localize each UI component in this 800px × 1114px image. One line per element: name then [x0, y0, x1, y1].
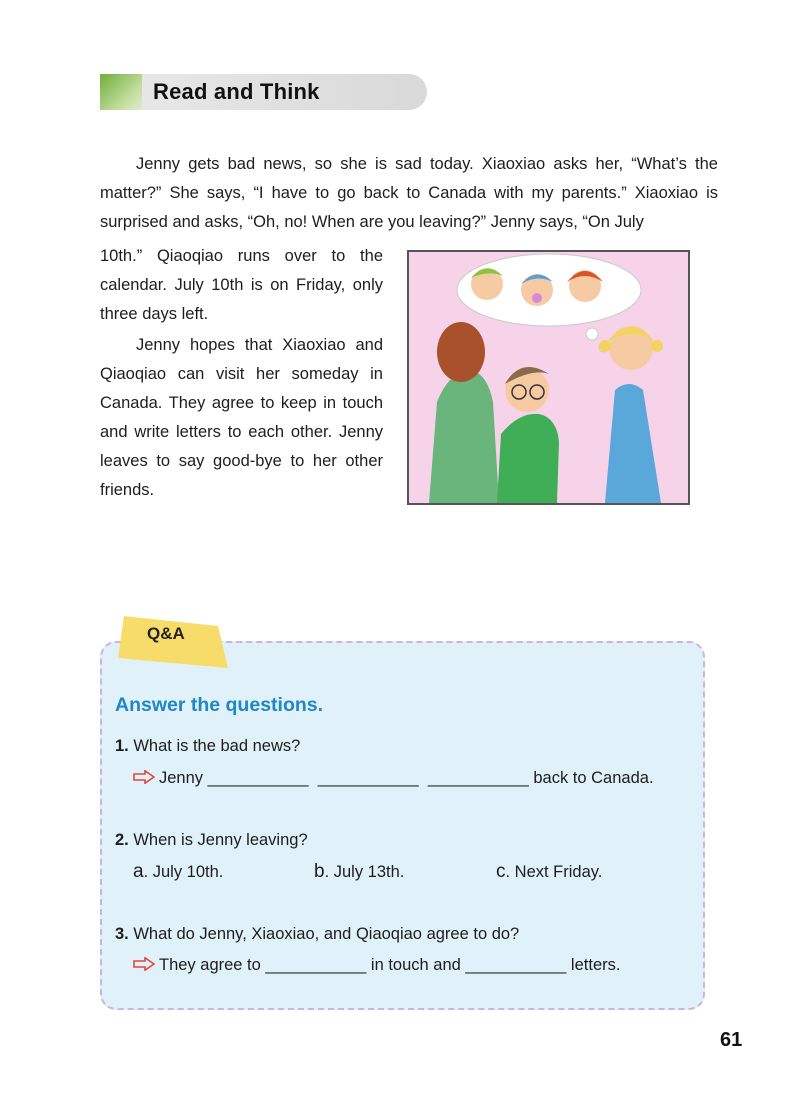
option-a-letter: a [133, 861, 144, 882]
question-1-number: 1. [115, 737, 129, 755]
option-a[interactable] [133, 861, 223, 883]
father-figure [429, 370, 499, 503]
story-paragraph-1: Jenny gets bad news, so she is sad today. Xiaoxiao asks her, “What’s the matter?” She says, “I have to go back to Canada with my parents.” Xiaoxiao is surprised and asks, “Oh, no! When are you leaving?” Jenny says, “On July [100, 155, 718, 231]
children-scene-illustration [409, 252, 688, 503]
question-1 [115, 737, 300, 756]
section-header-accent [100, 74, 142, 110]
answer-3 [133, 956, 620, 975]
page-number: 61 [720, 1029, 743, 1051]
story-paragraph-3: Jenny hopes that Xiaoxiao and Qiaoqiao can visit her someday in Canada. They agree to keep in touch and write letters to each other. Jenny leaves to say good-bye to her other friends. [100, 336, 383, 499]
option-c-letter: c [496, 861, 506, 882]
option-c[interactable] [496, 861, 602, 883]
section-title: Read and Think [153, 79, 320, 104]
question-2 [115, 831, 308, 850]
story-paragraph-2: 10th.” Qiaoqiao runs over to the calendar. July 10th is on Friday, only three days left. [100, 247, 383, 323]
qa-tab-label: Q&A [147, 624, 185, 643]
answer-1-text[interactable]: Jenny ___________ ___________ ___________ back to Canada. [159, 769, 654, 787]
option-a-text: . July 10th. [143, 863, 224, 881]
option-b-letter: b [314, 861, 325, 882]
arrow-right-icon [133, 770, 155, 784]
answer-1 [133, 769, 654, 788]
jenny-figure [605, 384, 661, 503]
answer-3-text[interactable]: They agree to ___________ in touch and ___________ letters. [159, 956, 621, 974]
story-illustration [407, 250, 690, 505]
option-b[interactable] [314, 861, 404, 883]
question-3 [115, 925, 519, 944]
xiaoxiao-figure [497, 414, 559, 503]
question-2-text: When is Jenny leaving? [133, 831, 308, 849]
question-3-number: 3. [115, 925, 129, 943]
option-c-text: . Next Friday. [505, 863, 603, 881]
question-1-text: What is the bad news? [133, 737, 301, 755]
question-2-number: 2. [115, 831, 129, 849]
arrow-right-icon [133, 957, 155, 971]
option-b-text: . July 13th. [324, 863, 405, 881]
question-3-text: What do Jenny, Xiaoxiao, and Qiaoqiao agree to do? [133, 925, 520, 943]
qa-heading: Answer the questions. [115, 694, 324, 716]
